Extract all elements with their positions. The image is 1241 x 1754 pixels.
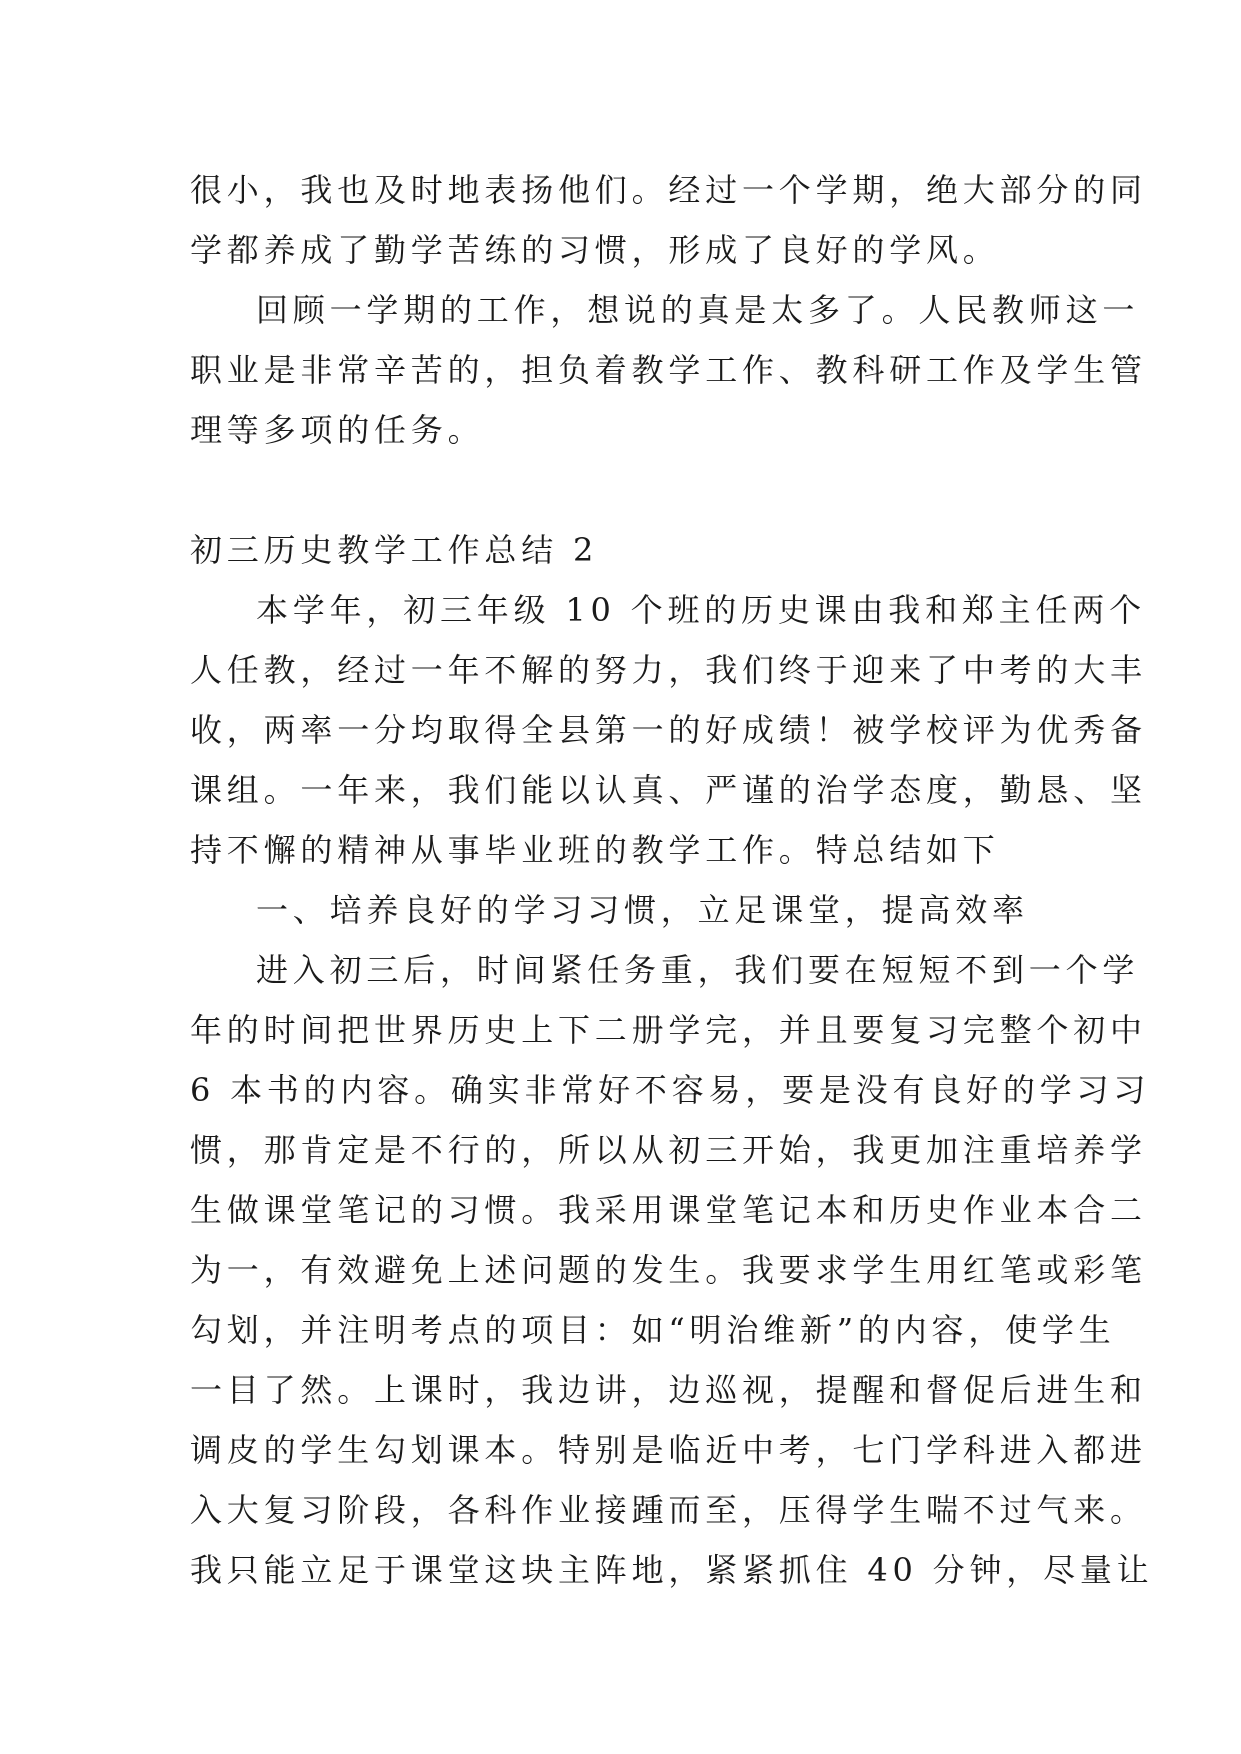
paragraph-continuation-line: 学都养成了勤学苦练的习惯，形成了良好的学风。 xyxy=(190,231,1000,269)
section-title: 初三历史教学工作总结 2 xyxy=(190,531,599,569)
paragraph-line: 进入初三后，时间紧任务重，我们要在短短不到一个学 xyxy=(256,951,1140,989)
paragraph-line: 调皮的学生勾划课本。特别是临近中考，七门学科进入都进 xyxy=(190,1431,1147,1469)
paragraph-line: 人任教，经过一年不解的努力，我们终于迎来了中考的大丰 xyxy=(190,651,1147,689)
paragraph-line: 一目了然。上课时，我边讲，边巡视，提醒和督促后进生和 xyxy=(190,1371,1147,1409)
paragraph-line: 理等多项的任务。 xyxy=(190,411,485,449)
paragraph-line: 我只能立足于课堂这块主阵地，紧紧抓住 40 分钟，尽量让 xyxy=(190,1551,1154,1589)
document-body xyxy=(190,160,1154,1600)
paragraph-line: 年的时间把世界历史上下二册学完，并且要复习完整个初中 xyxy=(190,1011,1147,1049)
paragraph-line: 持不懈的精神从事毕业班的教学工作。特总结如下 xyxy=(190,831,1000,869)
paragraph-line: 课组。一年来，我们能以认真、严谨的治学态度，勤恳、坚 xyxy=(190,771,1147,809)
paragraph-line: 生做课堂笔记的习惯。我采用课堂笔记本和历史作业本合二 xyxy=(190,1191,1147,1229)
paragraph-line: 收，两率一分均取得全县第一的好成绩！被学校评为优秀备 xyxy=(190,711,1147,749)
paragraph-line: 勾划，并注明考点的项目：如“明治维新”的内容，使学生 xyxy=(190,1311,1116,1349)
paragraph-line: 6 本书的内容。确实非常好不容易，要是没有良好的学习习 xyxy=(190,1071,1151,1109)
paragraph-line: 职业是非常辛苦的，担负着教学工作、教科研工作及学生管 xyxy=(190,351,1147,389)
paragraph-line: 本学年，初三年级 10 个班的历史课由我和郑主任两个 xyxy=(256,591,1146,629)
paragraph-continuation-line: 很小，我也及时地表扬他们。经过一个学期，绝大部分的同 xyxy=(190,171,1147,209)
paragraph-line: 为一，有效避免上述问题的发生。我要求学生用红笔或彩笔 xyxy=(190,1251,1147,1289)
subheading: 一、培养良好的学习习惯，立足课堂，提高效率 xyxy=(256,891,1029,929)
paragraph-line: 回顾一学期的工作，想说的真是太多了。人民教师这一 xyxy=(256,291,1140,329)
paragraph-line: 惯，那肯定是不行的，所以从初三开始，我更加注重培养学 xyxy=(190,1131,1147,1169)
paragraph-line: 入大复习阶段，各科作业接踵而至，压得学生喘不过气来。 xyxy=(190,1491,1147,1529)
section-spacer xyxy=(190,460,1070,520)
